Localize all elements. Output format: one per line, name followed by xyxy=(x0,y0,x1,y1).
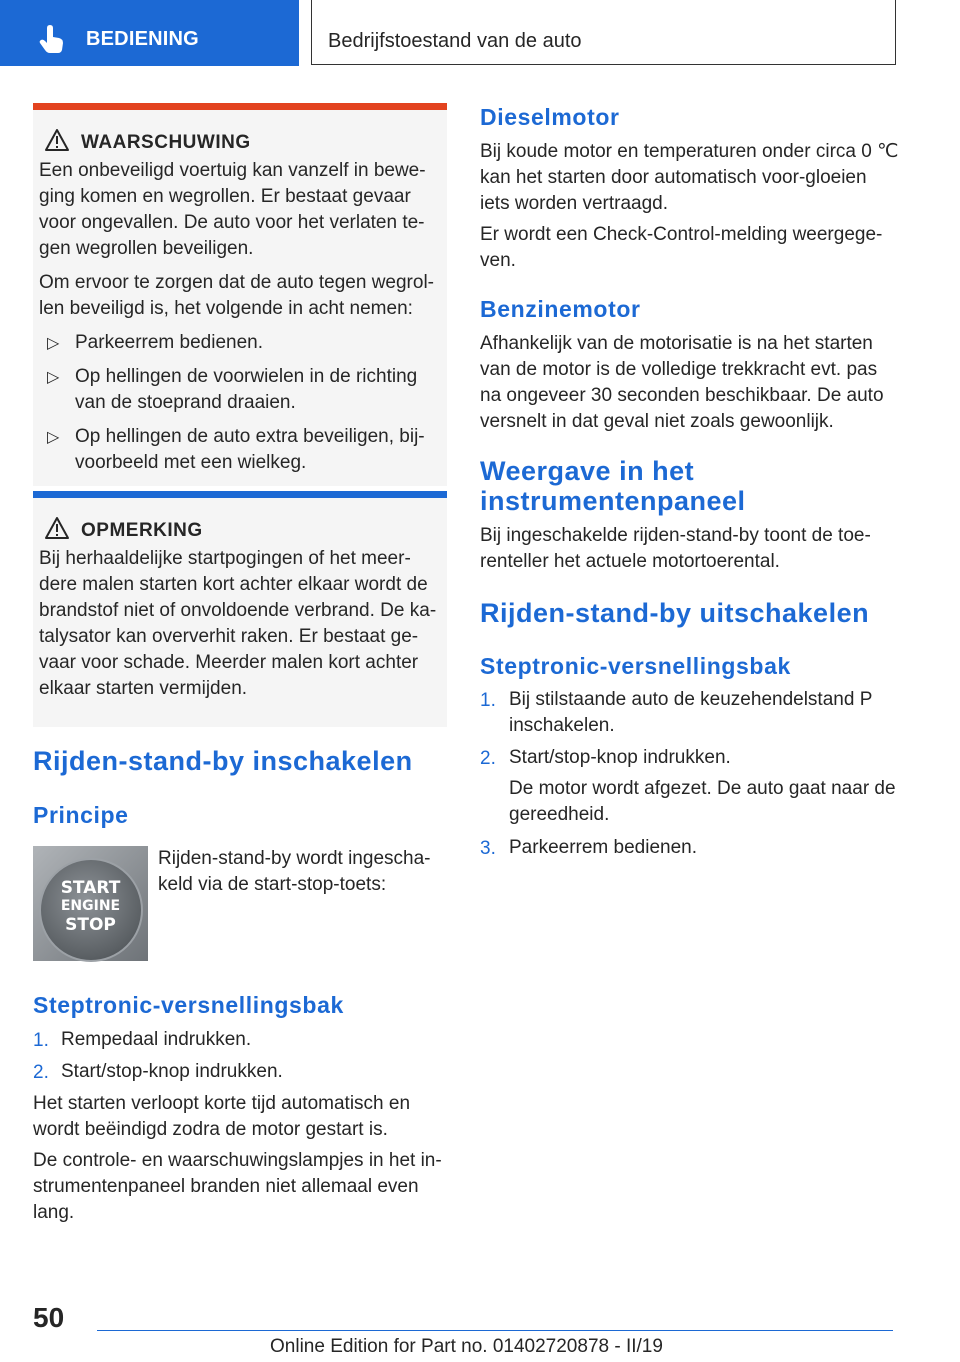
list-item: ▷ Op hellingen de voorwielen in de richting van de stoeprand draaien. xyxy=(47,366,418,413)
step-number: 2. xyxy=(33,1062,49,1083)
button-text: STOP xyxy=(65,915,116,935)
heading-steptronic: Steptronic-versnellingsbak xyxy=(480,653,791,679)
paragraph: Er wordt een Check-Control-melding weergege-ven. xyxy=(480,224,883,271)
warning-title-text: WAARSCHUWING xyxy=(81,132,251,153)
paragraph: De controle- en waarschuwingslampjes in het in-strumentenpaneel branden niet allemaal even lang. xyxy=(33,1150,442,1223)
note-title xyxy=(39,518,441,546)
start-stop-button-image xyxy=(33,846,148,961)
heading-steptronic: Steptronic-versnellingsbak xyxy=(33,992,344,1018)
note-paragraph: Bij herhaaldelijke startpogingen of het meer-dere malen starten kort achter elkaar wordt de brandstof niet of onvoldoende verbrand. De ka-talysator kan oververhit raken. Er bestaat ge-vaar voor schade. Meerder malen kort achter elkaar starten vermijden. xyxy=(39,548,437,699)
button-text: ENGINE xyxy=(60,898,121,914)
step-number: 1. xyxy=(480,690,496,711)
heading-inschakelen: Rijden-stand-by inschakelen xyxy=(33,746,413,776)
bullet-triangle-icon: ▷ xyxy=(47,369,60,386)
paragraph: Afhankelijk van de motorisatie is na het starten van de motor is de volledige trekkracht evt. pas na ongeveer 30 seconden beschikbaar. De auto versnelt in dat geval niet zoals gewoonlijk. xyxy=(480,333,884,432)
paragraph: Het starten verloopt korte tijd automatisch en wordt beëindigd zodra de motor gestart is. xyxy=(33,1093,411,1140)
principe-text: Rijden-stand-by wordt ingescha-keld via de start-stop-toets: xyxy=(158,848,431,895)
warning-triangle-icon xyxy=(44,128,70,152)
note-box xyxy=(33,491,447,727)
step-number: 3. xyxy=(480,838,496,859)
paragraph: Bij ingeschakelde rijden-stand-by toont de toe-renteller het actuele motortoerental. xyxy=(480,525,871,572)
step-text: Start/stop-knop indrukken. xyxy=(509,747,731,768)
chapter-header xyxy=(311,0,896,65)
warning-paragraph: Een onbeveiligd voertuig kan vanzelf in bewe-ging komen en wegrollen. Er bestaat gevaar voor ongevallen. De auto voor het verlaten te-gen wegrollen beveiligen. xyxy=(39,160,426,259)
paragraph: Bij koude motor en temperaturen onder circa 0 ℃ kan het starten door automatisch voor-gloeien iets worden vertraagd. xyxy=(480,141,899,214)
button-text: START xyxy=(60,878,121,898)
heading-dieselmotor: Dieselmotor xyxy=(480,104,620,130)
step-text: Rempedaal indrukken. xyxy=(61,1029,252,1050)
chapter-title: Bedrijfstoestand van de auto xyxy=(328,30,582,52)
hand-pointer-icon xyxy=(38,24,68,54)
note-title-text: OPMERKING xyxy=(81,520,203,541)
page-number: 50 xyxy=(33,1302,65,1333)
step-number: 2. xyxy=(480,748,496,769)
warning-paragraph: Om ervoor te zorgen dat de auto tegen wegrol-len beveiligd is, het volgende in acht nemen: xyxy=(39,272,435,319)
step-detail: De motor wordt afgezet. De auto gaat naar de gereedheid. xyxy=(509,778,896,825)
step-number: 1. xyxy=(33,1030,49,1051)
list-item: ▷ Parkeerrem bedienen. xyxy=(39,330,441,356)
step-text: Start/stop-knop indrukken. xyxy=(61,1061,283,1082)
warning-title xyxy=(39,130,441,158)
heading-benzinemotor: Benzinemotor xyxy=(480,296,641,322)
heading-principe: Principe xyxy=(33,802,129,828)
heading-weergave: Weergave in het instrumentenpaneel xyxy=(480,456,746,516)
bullet-triangle-icon: ▷ xyxy=(47,429,60,446)
list-item: ▷ Op hellingen de auto extra beveiligen, bij-voorbeeld met een wielkeg. xyxy=(47,426,425,473)
section-label: BEDIENING xyxy=(86,28,199,50)
warning-box xyxy=(33,103,447,486)
section-tab xyxy=(0,0,299,66)
footer-divider xyxy=(97,1330,893,1331)
warning-triangle-icon xyxy=(44,516,70,540)
step-text: Parkeerrem bedienen. xyxy=(509,837,697,858)
step-text: Bij stilstaande auto de keuzehendelstand P inschakelen. xyxy=(509,689,873,736)
footer-edition: Online Edition for Part no. 01402720878 - II/19 xyxy=(270,1336,663,1357)
heading-uitschakelen: Rijden-stand-by uitschakelen xyxy=(480,598,870,628)
bullet-triangle-icon: ▷ xyxy=(47,335,60,352)
